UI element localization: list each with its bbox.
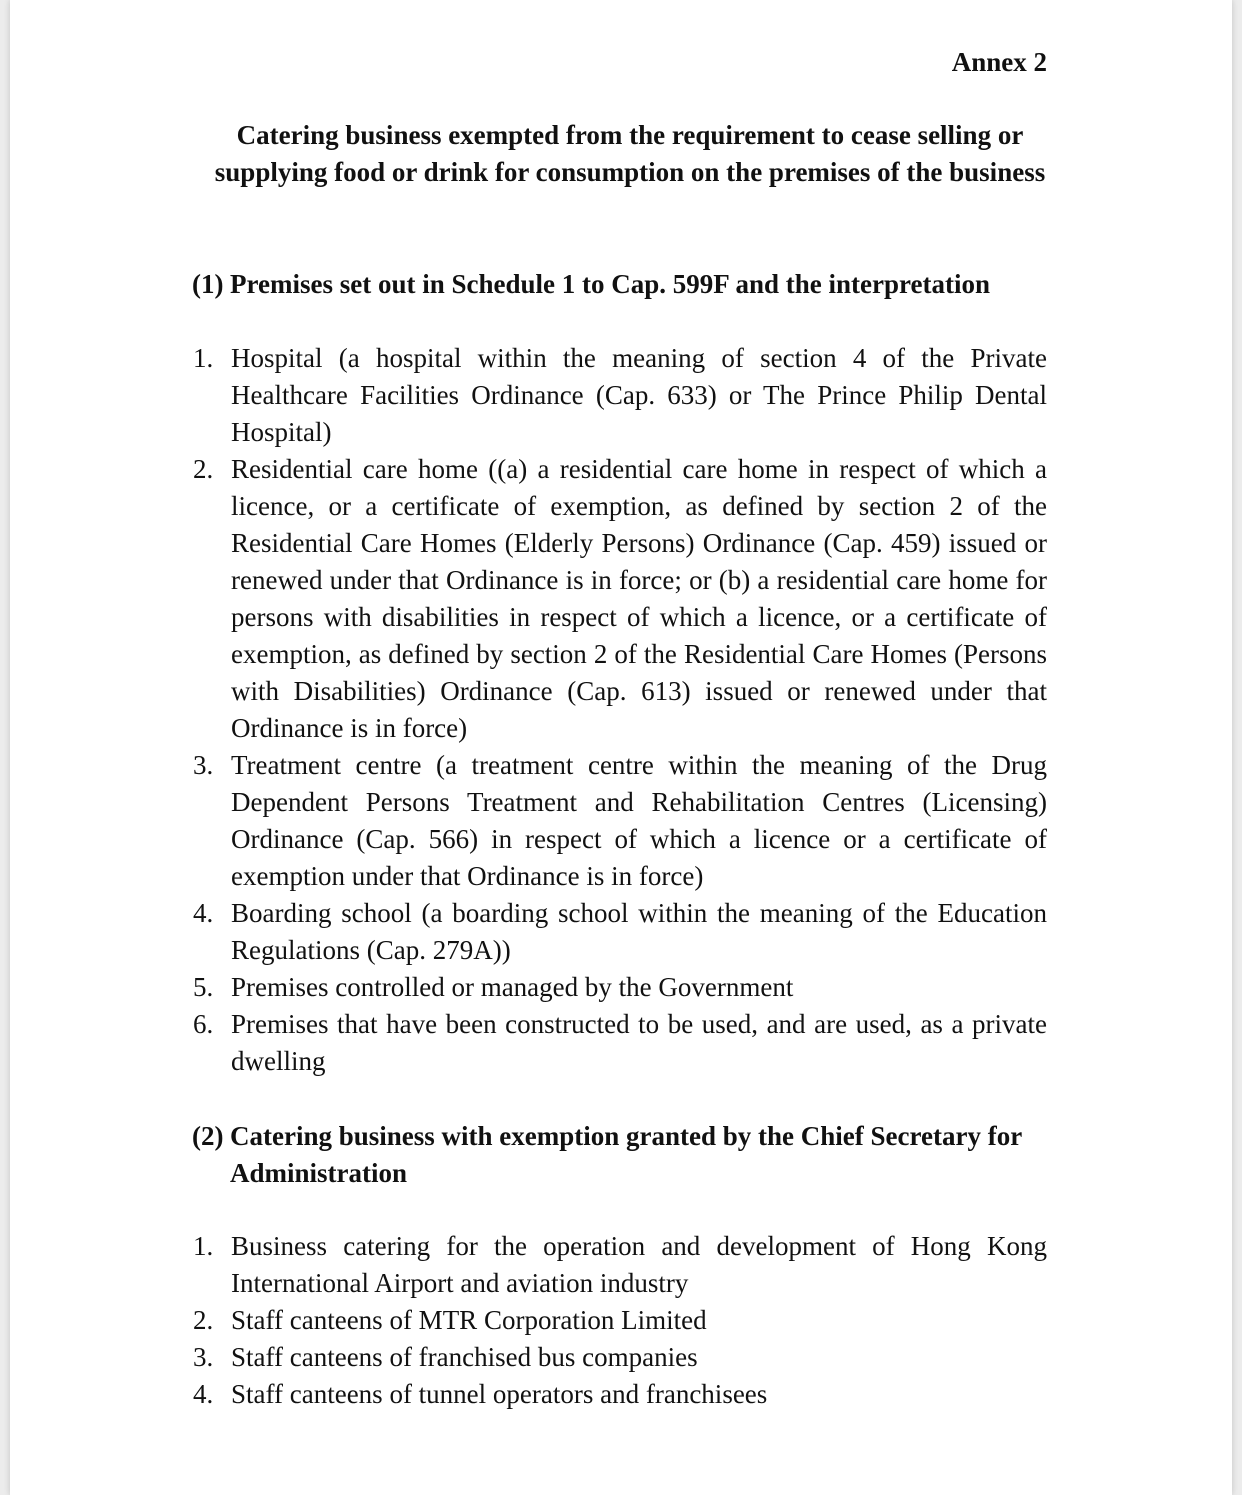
- list-item: [192, 895, 1047, 969]
- item-number: 3.: [193, 750, 214, 780]
- item-number: 6.: [193, 1009, 214, 1039]
- section-number: (2): [192, 1121, 224, 1151]
- list-item: [192, 1339, 1047, 1376]
- item-text: Residential care home ((a) a residential care home in respect of which a licence, or a certificate of exemption, as defined by section 2 of the Residential Care Homes (Elderly Persons) Ordinance (Cap. 459) issued or renewed under that Ordinance is in force; or (b) a residential care home for persons with disabilities in respect of which a licence, or a certificate of exemption, as defined by section 2 of the Residential Care Homes (Persons with Disabilities) Ordinance (Cap. 613) issued or renewed under that Ordinance is in force): [231, 454, 1047, 743]
- item-text: Premises controlled or managed by the Government: [231, 972, 794, 1002]
- list-item: [192, 451, 1047, 747]
- item-text: Business catering for the operation and development of Hong Kong International Airport and aviation industry: [231, 1231, 1047, 1298]
- section-number: (1): [192, 269, 224, 299]
- item-text: Hospital (a hospital within the meaning of section 4 of the Private Healthcare Facilities Ordinance (Cap. 633) or The Prince Philip Dental Hospital): [231, 343, 1047, 447]
- list-item: [192, 747, 1047, 895]
- item-text: Staff canteens of MTR Corporation Limited: [231, 1305, 707, 1335]
- item-number: 2.: [193, 1305, 214, 1335]
- item-text: Boarding school (a boarding school within the meaning of the Education Regulations (Cap. 279A)): [231, 898, 1047, 965]
- item-number: 5.: [193, 972, 214, 1002]
- item-number: 4.: [193, 1379, 214, 1409]
- item-text: Premises that have been constructed to be used, and are used, as a private dwelling: [231, 1009, 1047, 1076]
- list-item: [192, 1228, 1047, 1302]
- item-text: Staff canteens of franchised bus companies: [231, 1342, 698, 1372]
- section-2-list: [192, 1228, 1047, 1413]
- item-text: Staff canteens of tunnel operators and franchisees: [231, 1379, 768, 1409]
- section-1-list: [192, 340, 1047, 1080]
- document-title: Catering business exempted from the requirement to cease selling or supplying food or drink for consumption on the premises of the business: [214, 120, 1046, 187]
- section-2-heading: [192, 1118, 1062, 1192]
- item-number: 1.: [193, 343, 214, 373]
- list-item: [192, 969, 1047, 1006]
- item-number: 3.: [193, 1342, 214, 1372]
- list-item: [192, 340, 1047, 451]
- document-page: [10, 0, 1232, 1495]
- annex-label: Annex 2: [951, 47, 1047, 77]
- item-text: Treatment centre (a treatment centre within the meaning of the Drug Dependent Persons Treatment and Rehabilitation Centres (Licensing) Ordinance (Cap. 566) in respect of which a licence or a certificate of exemption under that Ordinance is in force): [231, 750, 1047, 891]
- list-item: [192, 1302, 1047, 1339]
- item-number: 4.: [193, 898, 214, 928]
- list-item: [192, 1376, 1047, 1413]
- section-title: Premises set out in Schedule 1 to Cap. 599F and the interpretation: [230, 269, 990, 299]
- item-number: 2.: [193, 454, 214, 484]
- item-number: 1.: [193, 1231, 214, 1261]
- list-item: [192, 1006, 1047, 1080]
- section-title: Catering business with exemption granted by the Chief Secretary for Administration: [230, 1121, 1022, 1188]
- section-1-heading: [192, 266, 1062, 303]
